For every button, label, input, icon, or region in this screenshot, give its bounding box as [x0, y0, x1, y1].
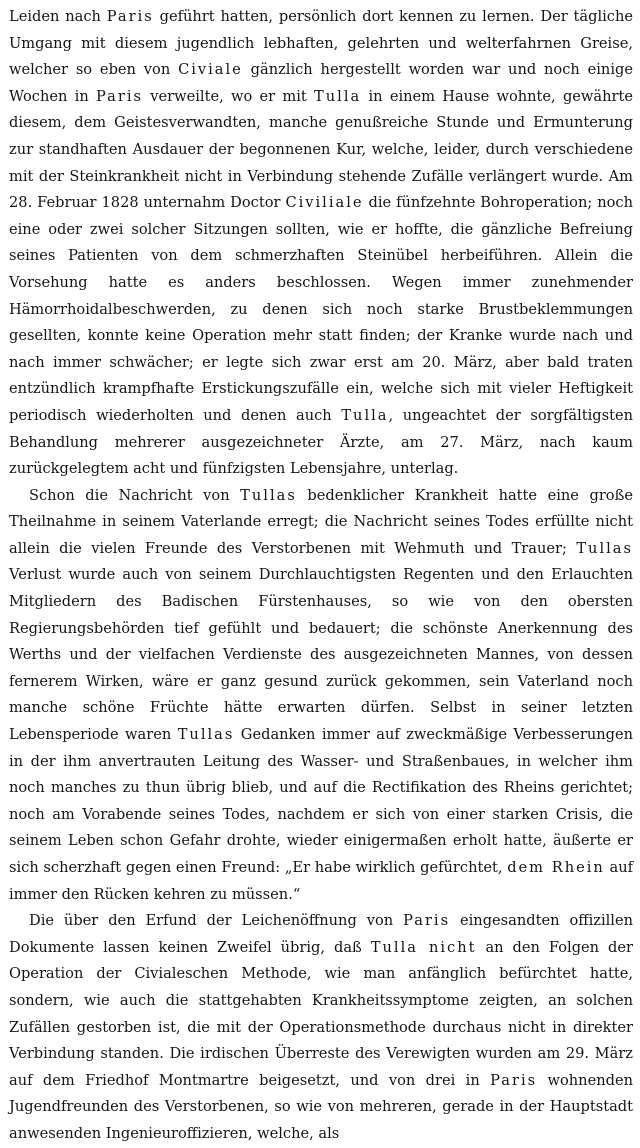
emphasized-name: Tullas [576, 539, 633, 557]
emphasized-name: Civiliale [285, 194, 364, 212]
text-run: die fünfzehnte Bohroperation; noch eine oder zwei solcher Sitzungen sollten, wie er hoffte, die gänzliche Befreiung seines Patienten von dem schmerzhaften Steinübel herbeiführen. Allein die Vorsehung hatte es anders beschlossen. Wegen immer zunehmender Hämorrhoidalbeschwerden, zu denen sich noch starke Brustbeklemmungen gesellten, konnte keine Operation mehr statt finden; der Kranke wurde nach und nach immer schwächer; er legte sich zwar erst am 20. März, aber bald traten entzündlich krampfhafte Erstickungszufälle ein, welche sich mit vieler Heftigkeit periodisch wiederholten und denen auch [9, 194, 633, 424]
paragraph-1 [9, 4, 633, 483]
document-page [9, 4, 633, 1148]
text-run: Schon die Nachricht von [29, 486, 241, 504]
emphasized-name: Civiale [178, 61, 243, 79]
text-run: Verlust wurde auch von seinem Durchlauchtigsten Regenten und den Erlauchten Mitgliedern des Badischen Fürstenhauses, so wie von den obersten Regierungsbehörden tief gefühlt und bedauert; die schönste Anerkennung des Werths und der vielfachen Verdienste des ausgezeichneten Mannes, von dessen fernerem Wirken, wäre er ganz gesund zurück gekommen, sein Vaterland noch manche schöne Früchte hätte erwarten dürfen. Selbst in seiner letzten Lebensperiode waren [9, 566, 633, 744]
paragraph-2 [9, 483, 633, 909]
emphasized-name: Tulla [314, 87, 362, 105]
paragraph-3 [9, 908, 633, 1147]
text-run: bedenklicher Krankheit hatte eine große Theilnahme in seinem Vaterlande erregt; die Nachricht seines Todes erfüllte nicht allein die vielen Freunde des Verstorbenen mit Wehmuth und Trauer; [9, 486, 633, 557]
emphasized-name: Paris [96, 87, 143, 105]
emphasized-name: Tulla nicht [370, 938, 477, 956]
text-run: auf immer den Rücken kehren zu müssen.“ [9, 859, 634, 903]
text-run: wohnenden Jugendfreunden des Verstorbenen, so wie von mehreren, gerade in der Hauptstadt anwesenden Ingenieuroffizieren, welche, als [9, 1071, 633, 1142]
text-run: gänzlich hergestellt worden war und noch einige Wochen in [9, 61, 633, 105]
emphasized-name: Paris [490, 1071, 538, 1089]
text-run: in einem Hause wohnte, gewährte diesem, dem Geistesverwandten, manche genußreiche Stunde und Ermunterung zur standhaften Ausdauer der begonnenen Kur, welche, leider, durch verschiedene mit der Steinkrankheit nicht in Verbindung stehende Zufälle verlängert wurde. Am 28. Februar 1828 unternahm Doctor [9, 87, 633, 212]
emphasized-name: Paris [106, 8, 154, 25]
text-run: , ungeachtet der sorgfältigsten Behandlung mehrerer ausgezeichneter Ärzte, am 27. März, nach kaum zurückgelegtem acht und fünfzigsten Lebensjahre, unterlag. [9, 406, 633, 478]
text-run: an den Folgen der Operation der Civialeschen Methode, wie man anfänglich befürchtet hatte, sondern, wie auch die stattgehabten Krankheitssymptome zeigten, an solchen Zufällen gestorben ist, die mit der Operationsmethode durchaus nicht in direkter Verbindung standen. Die irdischen Überreste des Verewigten wurden am 29. März auf dem Friedhof Montmartre beigesetzt, und von drei in [9, 938, 634, 1089]
text-run: Die über den Erfund der Leichenöffnung von [29, 912, 404, 930]
emphasized-name: Tullas [240, 486, 297, 504]
emphasized-name: Tulla [341, 406, 389, 424]
text-run: eingesandten offizillen Dokumente lassen keinen Zweifel übrig, daß [9, 912, 633, 956]
emphasized-name: dem Rhein [507, 859, 605, 876]
text-run: geführt hatten, persönlich dort kennen zu lernen. Der tägliche Umgang mit diesem jugendlich lebhaften, gelehrten und welterfahrnen Greise, welcher so eben von [9, 8, 633, 79]
text-run: Leiden nach [9, 8, 107, 25]
emphasized-name: Tullas [177, 726, 235, 744]
text-run: Gedanken immer auf zweckmäßige Verbesserungen in der ihm anvertrauten Leitung des Wasser- und Straßenbaues, in welcher ihm noch manches zu thun übrig blieb, und auf die Rectifikation des Rheins gerichtet; noch am Vorabende seines Todes, nachdem er sich von einer starken Crisis, die seinem Leben schon Gefahr drohte, wieder einigermaßen erholt hatte, äußerte er sich scherzhaft gegen einen Freund: „Er habe wirklich gefürchtet, [9, 726, 633, 876]
text-run: verweilte, wo er mit [143, 87, 315, 105]
emphasized-name: Paris [403, 912, 451, 930]
